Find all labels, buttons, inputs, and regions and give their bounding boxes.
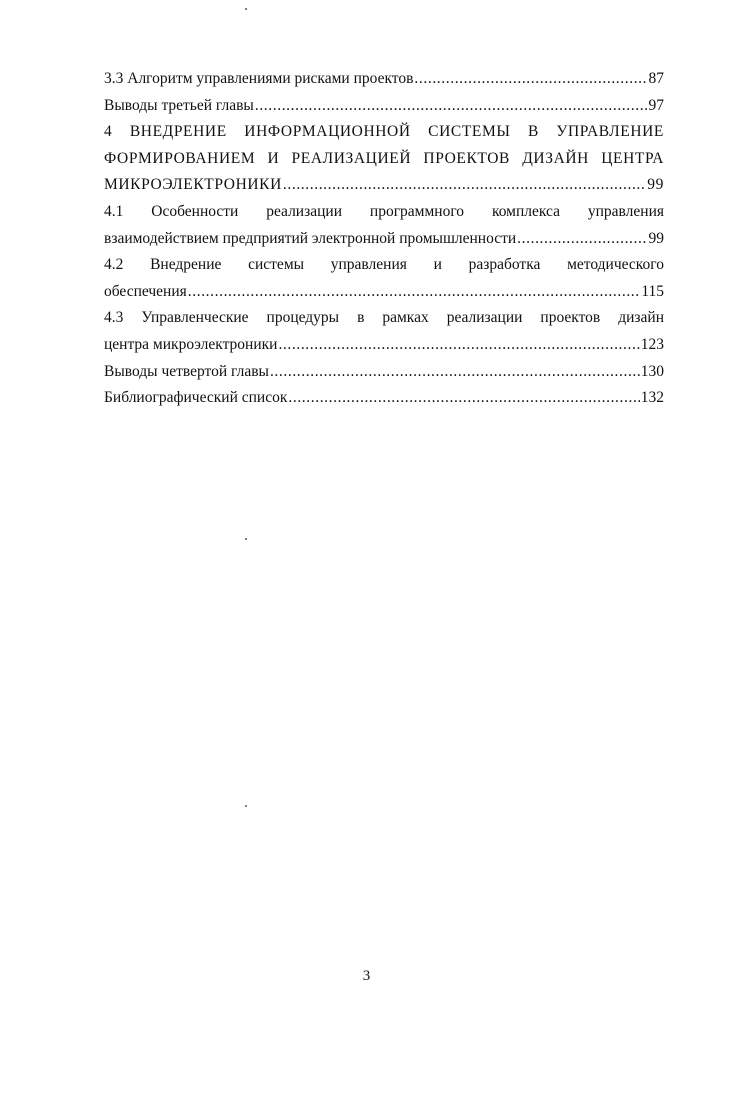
toc-entry-title: МИКРОЭЛЕКТРОНИКИ (104, 176, 282, 194)
toc-leader-dots (288, 385, 639, 412)
toc-entry-title: взаимодействием предприятий электронной промышленности (104, 229, 517, 247)
toc-entry-3-3 (104, 66, 664, 93)
toc-entry-4-1-line2 (104, 226, 664, 253)
toc-entry-page: 99 (648, 229, 664, 247)
toc-leader-dots (283, 172, 646, 199)
toc-chapter4-title-line2: ФОРМИРОВАНИЕМ И РЕАЛИЗАЦИЕЙ ПРОЕКТОВ ДИЗАЙН ЦЕНТРА (104, 149, 664, 167)
page-number: 3 (362, 968, 371, 984)
toc-entry-page: 130 (640, 362, 664, 380)
scan-speck (245, 538, 247, 540)
scan-speck (245, 805, 247, 807)
toc-entry-4-2-line2 (104, 279, 664, 306)
toc-entry-chapter3-conclusions (104, 93, 664, 120)
toc-entry-4-3-line2 (104, 332, 664, 359)
toc-chapter4-title-line1: 4 ВНЕДРЕНИЕ ИНФОРМАЦИОННОЙ СИСТЕМЫ В УПРАВЛЕНИЕ (104, 123, 664, 141)
toc-entry-title: Библиографический список (104, 389, 288, 407)
toc-chapter4-title-line3 (104, 172, 664, 199)
toc-entry-page: 99 (647, 176, 664, 194)
toc-leader-dots (255, 93, 648, 120)
toc-leader-dots (414, 66, 647, 93)
toc-entry-page: 115 (641, 282, 664, 300)
toc-entry-title: Выводы четвертой главы (104, 362, 269, 380)
toc-leader-dots (517, 226, 647, 253)
toc-entry-title: центра микроэлектроники (104, 335, 278, 353)
toc-entry-title: Выводы третьей главы (104, 96, 254, 114)
toc-entry-page: 132 (640, 389, 664, 407)
toc-entry-page: 123 (640, 335, 664, 353)
toc-leader-dots (188, 279, 641, 306)
toc-entry-title: обеспечения (104, 282, 187, 300)
toc-entry-title: 3.3 Алгоритм управлениями рисками проектов (104, 70, 414, 87)
toc-entry-4-2-line1: 4.2 Внедрение системы управления и разработка методического (104, 256, 664, 274)
toc-leader-dots (278, 332, 639, 359)
toc-entry-4-3-line1: 4.3 Управленческие процедуры в рамках реализации проектов дизайн (104, 309, 664, 327)
toc-entry-chapter4-conclusions (104, 359, 664, 386)
toc-entry-page: 87 (648, 70, 664, 87)
toc-leader-dots (270, 359, 640, 386)
toc-entry-page: 97 (648, 96, 664, 114)
toc-entry-bibliography (104, 385, 664, 412)
scan-speck (245, 8, 247, 10)
toc-entry-4-1-line1: 4.1 Особенности реализации программного комплекса управления (104, 202, 664, 220)
table-of-contents (104, 66, 664, 412)
